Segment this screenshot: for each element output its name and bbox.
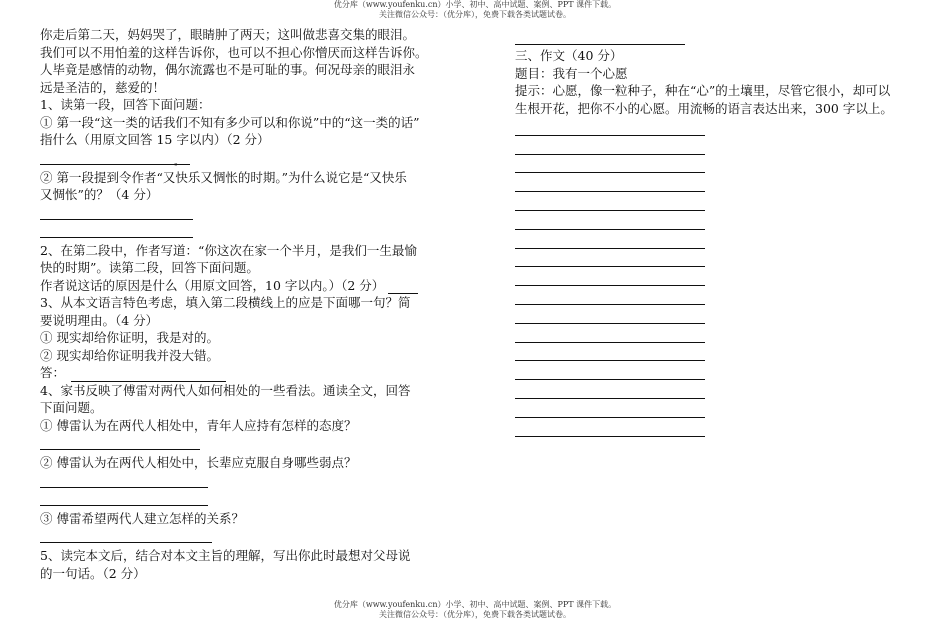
question-5-line1: 5、读完本文后，结合对本文主旨的理解，写出你此时最想对父母说 [40, 548, 411, 563]
answer-blank-2[interactable] [388, 281, 418, 294]
question-4-sub2: ② 傅雷认为在两代人相处中，长辈应克服自身哪些弱点？ [40, 455, 357, 470]
question-3-option-2: ② 现实却给你证明我并没大错。 [40, 347, 219, 363]
writing-line[interactable] [515, 249, 705, 268]
writing-line[interactable] [515, 399, 705, 418]
question-1-title: 1、读第一段，回答下面问题： [40, 97, 211, 112]
page-header [0, 0, 950, 20]
page-footer [0, 600, 950, 620]
header-line-2: 关注微信公众号：（优分库），免费下载各类试题试卷。 [379, 10, 571, 19]
writing-line[interactable] [515, 380, 705, 399]
answer-blank-4-1[interactable] [40, 436, 200, 450]
footer-line-1: 优分库（www.youfenku.cn）小学、初中、高中试题、案例、PPT 课件下载。 [333, 600, 617, 609]
question-3-answer [40, 364, 460, 382]
writing-line[interactable] [515, 324, 705, 343]
question-5-line2: 的一句话。（2 分） [40, 565, 146, 581]
writing-line[interactable] [515, 286, 705, 305]
answer-period: 。 [174, 156, 184, 168]
answer-blank-5[interactable] [515, 38, 685, 45]
question-3-line1: 3、从本文语言特色考虑，填入第二段横线上的应是下面哪一句？简 [40, 295, 411, 310]
question-1-sub1-line2: 指什么（用原文回答 15 字以内）（2 分） [40, 132, 270, 147]
answer-blank-4-3[interactable] [40, 529, 212, 543]
writing-line[interactable] [515, 192, 705, 211]
writing-line[interactable] [515, 305, 705, 324]
question-1-sub2-line1: ② 第一段提到令作者“又快乐又惆怅的时期。”为什么说它是“又快乐 [40, 169, 407, 185]
passage-line: 远是圣洁的，慈爱的！ [40, 79, 166, 95]
writing-line[interactable] [515, 136, 705, 155]
question-3-option-1: ① 现实却给你证明，我是对的。 [40, 330, 219, 345]
passage-line: 你走后第二天，妈妈哭了，眼睛肿了两天；这叫做悲喜交集的眼泪。 [40, 27, 416, 42]
header-line-1: 优分库（www.youfenku.cn）小学、初中、高中试题、案例、PPT 课件下载。 [333, 0, 617, 9]
composition-writing-area[interactable] [515, 117, 925, 437]
writing-line[interactable] [515, 361, 705, 380]
question-4-sub1: ① 傅雷认为在两代人相处中，青年人应持有怎样的态度？ [40, 417, 357, 433]
question-2-line1: 2、在第二段中，作者写道：“你这次在家一个半月，是我们一生最愉 [40, 242, 417, 258]
question-4-line1: 4、家书反映了傅雷对两代人如何相处的一些看法。通读全文，回答 [40, 382, 411, 398]
writing-line[interactable] [515, 267, 705, 286]
composition-topic: 题目：我有一个心愿 [515, 65, 628, 81]
question-4-sub3: ③ 傅雷希望两代人建立怎样的关系？ [40, 510, 244, 526]
writing-line[interactable] [515, 211, 705, 230]
right-column [515, 38, 925, 437]
passage-line: 我们可以不用怕羞的这样告诉你，也可以不担心你憎厌而这样告诉你。 [40, 44, 428, 60]
question-1-sub1-line1: ① 第一段“这一类的话我们不知有多少可以和你说”中的“这一类的话” [40, 114, 420, 130]
question-4-line2: 下面问题。 [40, 400, 103, 415]
answer-label: 答： [40, 365, 66, 380]
writing-line[interactable] [515, 155, 705, 174]
writing-line[interactable] [515, 343, 705, 362]
composition-hint-line2: 生根开花，把你不小的心愿。用流畅的语言表达出来，300 字以上。 [515, 100, 893, 116]
question-2-line3-text: 作者说这话的原因是什么（用原文回答，10 字以内。）（2 分） [40, 277, 385, 293]
passage-line: 人毕竟是感情的动物，偶尔流露也不是可耻的事。何况母亲的眼泪永 [40, 62, 416, 77]
writing-line[interactable] [515, 117, 705, 136]
question-2-line3 [40, 277, 460, 295]
answer-blank-1-2b[interactable] [40, 224, 193, 238]
writing-line[interactable] [515, 418, 705, 437]
answer-blank-1-2a[interactable] [40, 206, 193, 220]
question-1-sub2-line2: 又惆怅”的？（4 分） [40, 187, 159, 202]
composition-hint-line1: 提示：心愿，像一粒种子，种在“心”的土壤里，尽管它很小，却可以 [515, 83, 891, 98]
footer-line-2: 关注微信公众号：（优分库），免费下载各类试题试卷。 [379, 610, 571, 619]
answer-blank-4-2a[interactable] [40, 474, 208, 488]
question-3-line2: 要说明理由。（4 分） [40, 312, 159, 328]
composition-section-title: 三、作文（40 分） [515, 48, 623, 63]
left-column [40, 26, 460, 582]
answer-blank-1-1[interactable] [40, 151, 190, 168]
answer-blank-4-2b[interactable] [40, 492, 208, 506]
writing-line[interactable] [515, 230, 705, 249]
answer-blank-3[interactable] [71, 369, 226, 382]
question-2-line2: 快的时期”。读第二段，回答下面问题。 [40, 260, 259, 275]
writing-line[interactable] [515, 173, 705, 192]
